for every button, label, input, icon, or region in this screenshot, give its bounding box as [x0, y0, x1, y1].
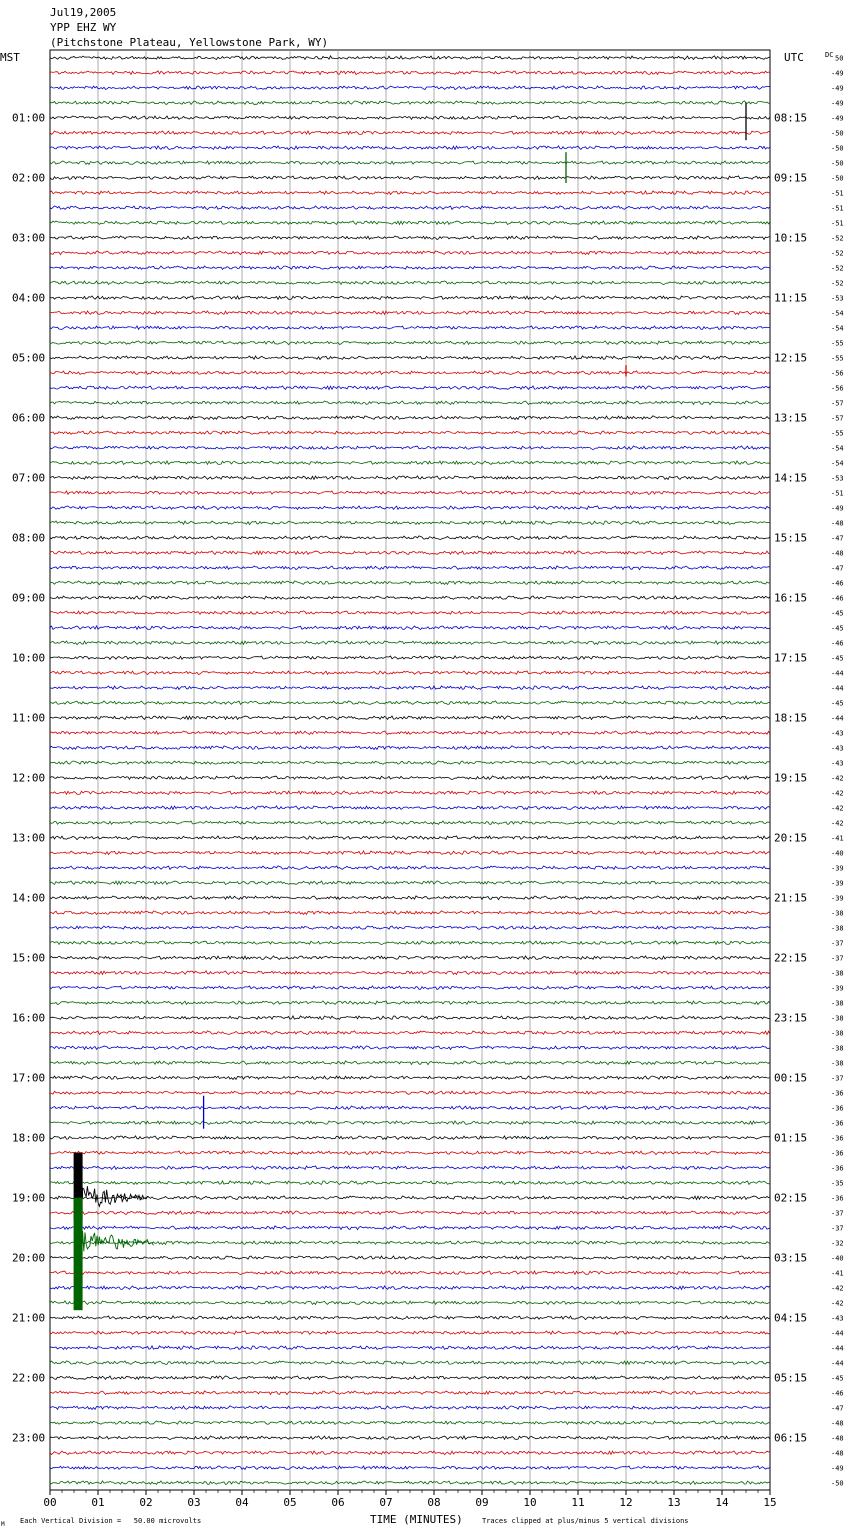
dc-offset-label: -55	[831, 339, 844, 348]
right-hour-label: 17:15	[774, 651, 808, 665]
trace-row	[50, 1451, 770, 1455]
left-hour-label: 01:00	[12, 111, 46, 125]
trace-row	[50, 116, 770, 120]
trace-layer	[50, 56, 770, 1485]
dc-offset-label: -48	[831, 1419, 844, 1428]
trace-row	[50, 1241, 770, 1245]
trace-row	[50, 1166, 770, 1170]
trace-row	[50, 521, 770, 525]
right-hour-label: 05:15	[774, 1371, 808, 1385]
right-axis-label: UTC	[784, 51, 804, 64]
left-axis-label: MST	[0, 51, 20, 64]
dc-offset-label: -42	[831, 1299, 844, 1308]
right-hour-label: 09:15	[774, 171, 808, 185]
trace-row	[50, 371, 770, 375]
trace-row	[50, 311, 770, 315]
dc-offset-label: -37	[831, 1074, 844, 1083]
dc-offset-label: -38	[831, 1029, 844, 1038]
dc-offset-label: -38	[831, 1059, 844, 1068]
trace-row	[50, 506, 770, 510]
trace-row	[50, 386, 770, 390]
x-tick-label: 04	[235, 1496, 249, 1509]
dc-offset-label: -44	[831, 1329, 844, 1338]
trace-row	[50, 296, 770, 300]
left-hour-label: 21:00	[12, 1311, 46, 1325]
trace-row	[50, 341, 770, 345]
trace-row	[50, 761, 770, 764]
trace-row	[50, 191, 770, 195]
dc-offset-label: -41	[831, 1269, 844, 1278]
right-hour-label: 23:15	[774, 1011, 808, 1025]
trace-row	[50, 356, 770, 360]
dc-offset-label: -53	[831, 294, 844, 303]
right-hour-label: 16:15	[774, 591, 808, 605]
trace-row	[50, 206, 770, 210]
trace-row	[50, 1136, 770, 1140]
right-hour-label: 02:15	[774, 1191, 808, 1205]
dc-offset-label: -36	[831, 1104, 844, 1113]
dc-offset-label: -42	[831, 789, 844, 798]
trace-row	[50, 671, 770, 675]
trace-row	[50, 146, 770, 150]
dc-offset-label: -38	[831, 1044, 844, 1053]
header-location: (Pitchstone Plateau, Yellowstone Park, WY)	[50, 36, 329, 49]
left-hour-label: 06:00	[12, 411, 46, 425]
trace-row	[50, 1151, 770, 1155]
dc-offset-label: -55	[831, 429, 844, 438]
trace-row	[50, 431, 770, 434]
left-hour-label: 11:00	[12, 711, 46, 725]
trace-row	[50, 1481, 770, 1485]
trace-row	[50, 896, 770, 900]
dc-offset-label: -47	[831, 564, 844, 573]
right-hour-label: 19:15	[774, 771, 808, 785]
dc-offset-label: -49	[831, 114, 844, 123]
dc-offset-label: -43	[831, 1314, 844, 1323]
trace-row	[50, 851, 770, 855]
dc-offset-label: -49	[831, 1464, 844, 1473]
trace-row	[50, 476, 770, 480]
dc-offset-label: -42	[831, 819, 844, 828]
x-tick-label: 12	[619, 1496, 633, 1509]
trace-row	[50, 1061, 770, 1065]
x-tick-label: 15	[763, 1496, 777, 1509]
trace-row	[50, 551, 770, 555]
dc-offset-label: -53	[831, 474, 844, 483]
trace-row	[50, 701, 770, 705]
trace-row	[50, 1181, 770, 1185]
x-tick-label: 05	[283, 1496, 297, 1509]
trace-row	[50, 836, 770, 840]
dc-offset-label: -38	[831, 969, 844, 978]
dc-offset-label: -41	[831, 834, 844, 843]
left-hour-label: 04:00	[12, 291, 46, 305]
right-hour-label: 04:15	[774, 1311, 808, 1325]
dc-offset-label: -44	[831, 684, 844, 693]
trace-row	[50, 986, 770, 990]
trace-row	[50, 956, 770, 960]
trace-row	[50, 1271, 770, 1275]
dc-offset-label: -47	[831, 1404, 844, 1413]
trace-row	[50, 1346, 770, 1350]
event-coda	[83, 1231, 154, 1251]
trace-row	[50, 251, 770, 255]
trace-row	[50, 1121, 770, 1125]
trace-row	[50, 1106, 770, 1110]
dc-offset-label: -49	[831, 84, 844, 93]
dc-offset-label: -32	[831, 1239, 844, 1248]
dc-offset-label: -42	[831, 804, 844, 813]
dc-offset-label: -50	[831, 129, 844, 138]
left-hour-label: 16:00	[12, 1011, 46, 1025]
dc-offset-label: -37	[831, 1224, 844, 1233]
dc-offset-label: -37	[831, 954, 844, 963]
dc-offset-label: -36	[831, 1194, 844, 1203]
right-hour-label: 13:15	[774, 411, 808, 425]
right-hour-label: 08:15	[774, 111, 808, 125]
dc-offset-label: -44	[831, 714, 844, 723]
trace-row	[50, 1391, 770, 1395]
trace-row	[50, 1376, 770, 1380]
trace-row	[50, 971, 770, 975]
dc-offset-label: -37	[831, 939, 844, 948]
dc-offset-label: -45	[831, 609, 844, 618]
trace-row	[50, 461, 770, 465]
trace-row	[50, 881, 770, 885]
dc-offset-label: -54	[831, 324, 844, 333]
x-tick-label: 07	[379, 1496, 393, 1509]
trace-row	[50, 161, 770, 165]
trace-row	[50, 611, 770, 615]
trace-row	[50, 536, 770, 540]
dc-offset-label: -39	[831, 864, 844, 873]
dc-offset-label: -51	[831, 489, 844, 498]
trace-row	[50, 281, 770, 285]
dc-offset-label: 50	[835, 54, 844, 63]
dc-offset-label: -51	[831, 219, 844, 228]
left-hour-label: 09:00	[12, 591, 46, 605]
trace-row	[50, 1436, 770, 1440]
trace-row	[50, 626, 770, 630]
right-hour-label: 01:15	[774, 1131, 808, 1145]
dc-offset-label: -51	[831, 204, 844, 213]
trace-row	[50, 1196, 770, 1200]
dc-label: DC	[825, 51, 834, 59]
dc-offset-label: -57	[831, 414, 844, 423]
trace-row	[50, 71, 770, 75]
dc-offset-label: -42	[831, 774, 844, 783]
dc-offset-label: -54	[831, 444, 844, 453]
x-tick-label: 03	[187, 1496, 201, 1509]
dc-offset-label: -40	[831, 1254, 844, 1263]
trace-row	[50, 1076, 770, 1080]
dc-offset-label: -49	[831, 504, 844, 513]
trace-row	[50, 776, 770, 780]
left-hour-label: 10:00	[12, 651, 46, 665]
trace-row	[50, 746, 770, 750]
plot-frame	[50, 50, 770, 1490]
trace-row	[50, 596, 770, 599]
trace-row	[50, 1031, 770, 1035]
x-tick-label: 00	[43, 1496, 57, 1509]
trace-row	[50, 326, 770, 330]
trace-row	[50, 131, 770, 135]
x-tick-label: 08	[427, 1496, 441, 1509]
x-axis-title: TIME (MINUTES)	[370, 1513, 463, 1526]
trace-row	[50, 806, 770, 810]
trace-row	[50, 1001, 770, 1005]
dc-offset-label: -45	[831, 654, 844, 663]
trace-row	[50, 1046, 770, 1050]
dc-offset-label: -36	[831, 1089, 844, 1098]
left-hour-label: 13:00	[12, 831, 46, 845]
x-tick-label: 01	[91, 1496, 105, 1509]
left-hour-label: 15:00	[12, 951, 46, 965]
trace-row	[50, 1211, 770, 1215]
trace-row	[50, 566, 770, 570]
trace-row	[50, 1286, 770, 1290]
dc-offset-label: -39	[831, 879, 844, 888]
x-tick-label: 14	[715, 1496, 729, 1509]
right-hour-label: 00:15	[774, 1071, 808, 1085]
dc-offset-label: -40	[831, 849, 844, 858]
dc-offset-label: -48	[831, 1449, 844, 1458]
dc-offset-label: -47	[831, 534, 844, 543]
plot-grid	[50, 50, 770, 1495]
dc-offset-label: -36	[831, 1119, 844, 1128]
right-hour-label: 14:15	[774, 471, 808, 485]
trace-row	[50, 1091, 770, 1094]
dc-offset-label: -55	[831, 354, 844, 363]
x-tick-label: 06	[331, 1496, 345, 1509]
dc-offset-label: -48	[831, 549, 844, 558]
left-hour-label: 17:00	[12, 1071, 46, 1085]
right-hour-label: 06:15	[774, 1431, 808, 1445]
right-hour-label: 12:15	[774, 351, 808, 365]
dc-offset-label: -45	[831, 699, 844, 708]
trace-row	[50, 911, 770, 915]
trace-row	[50, 1316, 770, 1320]
trace-row	[50, 941, 770, 945]
clip-note: Traces clipped at plus/minus 5 vertical divisions	[482, 1517, 689, 1525]
trace-row	[50, 101, 770, 105]
dc-offset-label: -35	[831, 1179, 844, 1188]
left-hour-label: 08:00	[12, 531, 46, 545]
x-tick-label: 09	[475, 1496, 489, 1509]
left-hour-label: 02:00	[12, 171, 46, 185]
trace-row	[50, 1016, 770, 1020]
right-hour-label: 10:15	[774, 231, 808, 245]
label-layer	[0, 6, 844, 1528]
trace-row	[50, 731, 770, 735]
dc-offset-label: -37	[831, 1209, 844, 1218]
left-hour-label: 19:00	[12, 1191, 46, 1205]
dc-offset-label: -43	[831, 744, 844, 753]
dc-offset-label: -43	[831, 729, 844, 738]
trace-row	[50, 1331, 770, 1335]
scale-note: Each Vertical Division = 50.00 microvolts	[20, 1517, 202, 1525]
trace-row	[50, 791, 770, 795]
dc-offset-label: -52	[831, 264, 844, 273]
left-hour-label: 22:00	[12, 1371, 46, 1385]
dc-offset-label: -49	[831, 99, 844, 108]
trace-row	[50, 1466, 770, 1469]
left-hour-label: 12:00	[12, 771, 46, 785]
dc-offset-label: -50	[831, 144, 844, 153]
dc-offset-label: -38	[831, 999, 844, 1008]
dc-offset-label: -46	[831, 594, 844, 603]
dc-offset-label: -48	[831, 1434, 844, 1443]
left-hour-label: 07:00	[12, 471, 46, 485]
dc-offset-label: -42	[831, 1284, 844, 1293]
dc-offset-label: -39	[831, 984, 844, 993]
dc-offset-label: -52	[831, 279, 844, 288]
corner-mark: M	[1, 1521, 5, 1528]
dc-offset-label: -44	[831, 669, 844, 678]
trace-row	[50, 1406, 770, 1410]
trace-row	[50, 221, 770, 225]
dc-offset-label: -52	[831, 234, 844, 243]
dc-offset-label: -44	[831, 1344, 844, 1353]
trace-row	[50, 716, 770, 720]
dc-offset-label: -45	[831, 624, 844, 633]
dc-offset-label: -38	[831, 1014, 844, 1023]
dc-offset-label: -46	[831, 639, 844, 648]
right-hour-label: 15:15	[774, 531, 808, 545]
trace-row	[50, 656, 770, 660]
event-coda	[83, 1186, 149, 1206]
left-hour-label: 14:00	[12, 891, 46, 905]
x-tick-label: 02	[139, 1496, 153, 1509]
right-hour-label: 18:15	[774, 711, 808, 725]
x-tick-label: 13	[667, 1496, 681, 1509]
event-burst	[74, 1198, 83, 1311]
dc-offset-label: -52	[831, 249, 844, 258]
trace-row	[50, 821, 770, 825]
trace-row	[50, 491, 770, 495]
trace-row	[50, 1421, 770, 1425]
left-hour-label: 05:00	[12, 351, 46, 365]
dc-offset-label: -36	[831, 1149, 844, 1158]
right-hour-label: 20:15	[774, 831, 808, 845]
trace-row	[50, 641, 770, 645]
dc-offset-label: -54	[831, 459, 844, 468]
right-hour-label: 21:15	[774, 891, 808, 905]
trace-row	[50, 266, 770, 269]
dc-offset-label: -54	[831, 309, 844, 318]
x-tick-label: 11	[571, 1496, 585, 1509]
right-hour-label: 03:15	[774, 1251, 808, 1265]
left-hour-label: 23:00	[12, 1431, 46, 1445]
dc-offset-label: -44	[831, 1359, 844, 1368]
trace-row	[50, 401, 770, 405]
trace-row	[50, 686, 770, 690]
header-date: Jul19,2005	[50, 6, 117, 19]
dc-offset-label: -45	[831, 1374, 844, 1383]
dc-offset-label: -56	[831, 384, 844, 393]
dc-offset-label: -49	[831, 69, 844, 78]
left-hour-label: 20:00	[12, 1251, 46, 1265]
dc-offset-label: -36	[831, 1164, 844, 1173]
dc-offset-label: -56	[831, 369, 844, 378]
trace-row	[50, 56, 770, 60]
dc-offset-label: -43	[831, 759, 844, 768]
dc-offset-label: -38	[831, 909, 844, 918]
dc-offset-label: -51	[831, 189, 844, 198]
event-layer	[74, 103, 746, 1311]
trace-row	[50, 1361, 770, 1365]
trace-row	[50, 866, 770, 870]
trace-row	[50, 236, 770, 240]
trace-row	[50, 86, 770, 90]
x-tick-label: 10	[523, 1496, 537, 1509]
dc-offset-label: -46	[831, 579, 844, 588]
dc-offset-label: -36	[831, 1134, 844, 1143]
trace-row	[50, 1256, 770, 1260]
trace-row	[50, 1301, 770, 1305]
left-hour-label: 18:00	[12, 1131, 46, 1145]
header-station: YPP EHZ WY	[50, 21, 117, 34]
trace-row	[50, 1226, 770, 1230]
dc-offset-label: -46	[831, 1389, 844, 1398]
left-hour-label: 03:00	[12, 231, 46, 245]
dc-offset-label: -48	[831, 519, 844, 528]
dc-offset-label: -50	[831, 174, 844, 183]
trace-row	[50, 926, 770, 929]
dc-offset-label: -38	[831, 924, 844, 933]
dc-offset-label: -50	[831, 1479, 844, 1488]
dc-offset-label: -57	[831, 399, 844, 408]
dc-offset-label: -50	[831, 159, 844, 168]
trace-row	[50, 446, 770, 450]
dc-offset-label: -39	[831, 894, 844, 903]
right-hour-label: 11:15	[774, 291, 808, 305]
trace-row	[50, 416, 770, 420]
trace-row	[50, 581, 770, 585]
right-hour-label: 22:15	[774, 951, 808, 965]
trace-row	[50, 176, 770, 180]
